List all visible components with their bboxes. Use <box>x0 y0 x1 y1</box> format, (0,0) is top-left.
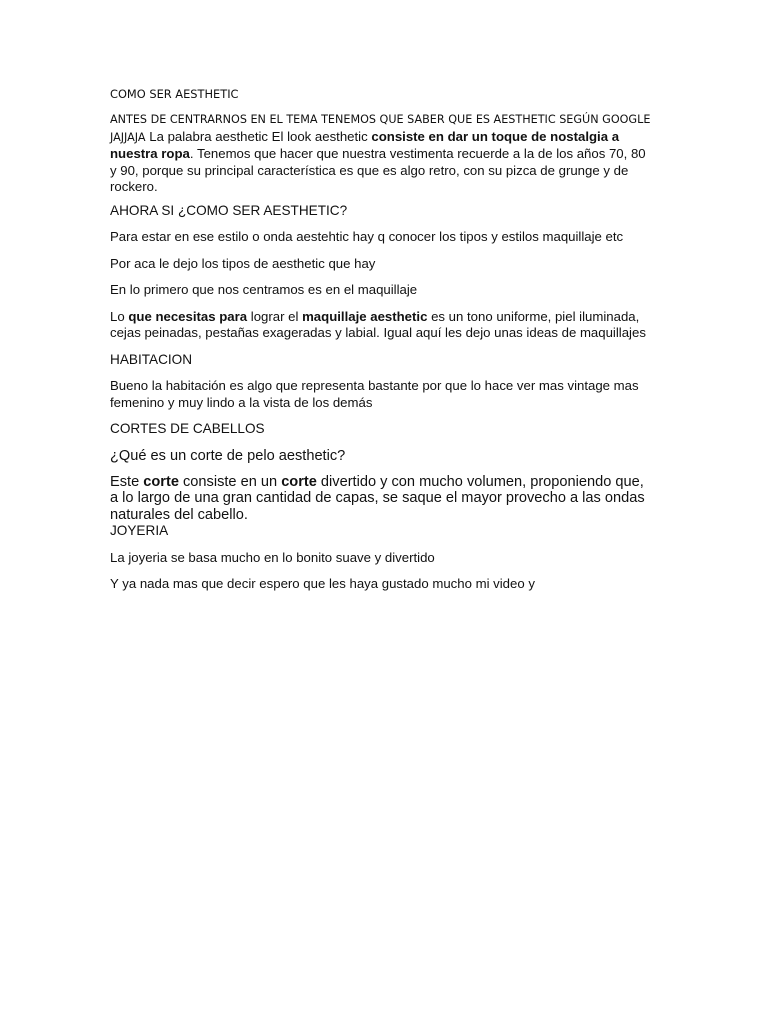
makeup-text-3: es un tono uniforme, piel iluminada, cejas peinadas, pestañas exageradas y labial. Igual aquí les dejo unas ideas de maquillajes <box>110 308 646 340</box>
paragraph-final: Y ya nada mas que decir espero que les haya gustado mucho mi video y <box>110 576 535 591</box>
corte-text-2: consiste en un <box>178 473 282 490</box>
makeup-bold-1: que necesitas para <box>128 308 248 324</box>
makeup-paragraph <box>110 309 655 342</box>
makeup-text-2: lograr el <box>247 308 303 324</box>
makeup-bold-2: maquillaje aesthetic <box>302 308 428 324</box>
makeup-text-1: Lo <box>110 308 129 324</box>
intro-bold-text: consiste en dar un toque de nostalgia a nuestra ropa <box>110 128 620 161</box>
document-title: COMO SER AESTHETIC <box>110 87 239 101</box>
question-corte: ¿Qué es un corte de pelo aesthetic? <box>110 447 346 464</box>
heading-joyeria: JOYERIA <box>110 523 169 538</box>
intro-paragraph <box>110 111 655 196</box>
corte-text-1: Este <box>110 473 144 490</box>
intro-text-1: La palabra aesthetic El look aesthetic <box>145 128 372 144</box>
paragraph-estilo: Para estar en ese estilo o onda aestehtic hay q conocer los tipos y estilos maquillaje etc <box>110 229 624 244</box>
heading-habitacion: HABITACION <box>110 351 193 367</box>
corte-paragraph <box>110 474 655 524</box>
paragraph-joyeria: La joyeria se basa mucho en lo bonito suave y divertido <box>110 549 435 565</box>
document-body <box>110 86 655 603</box>
paragraph-tipos: Por aca le dejo los tipos de aesthetic que hay <box>110 255 376 271</box>
heading-como-ser: AHORA SI ¿COMO SER AESTHETIC? <box>110 202 348 218</box>
heading-cortes: CORTES DE CABELLOS <box>110 421 265 436</box>
paragraph-maquillaje: En lo primero que nos centramos es en el maquillaje <box>110 282 418 297</box>
corte-text-3: divertido y con mucho volumen, proponiendo que, a lo largo de una gran cantidad de capas, se saque el mayor provecho a las ondas naturales del cabello. <box>110 473 645 523</box>
paragraph-habitacion: Bueno la habitación es algo que representa bastante por que lo hace ver mas vintage mas femenino y muy lindo a la vista de los demás <box>110 378 639 410</box>
corte-bold-2: corte <box>281 473 317 490</box>
intro-text-2: . Tenemos que hacer que nuestra vestimenta recuerde a la de los años 70, 80 y 90, porque su principal característica es que es algo retro, con su pizca de grunge y de rockero. <box>110 146 646 194</box>
corte-bold-1: corte <box>143 473 179 490</box>
intro-caps-text: ANTES DE CENTRARNOS EN EL TEMA TENEMOS QUE SABER QUE ES AESTHETIC SEGÚN GOOGLE JAJJAJA <box>110 113 651 144</box>
